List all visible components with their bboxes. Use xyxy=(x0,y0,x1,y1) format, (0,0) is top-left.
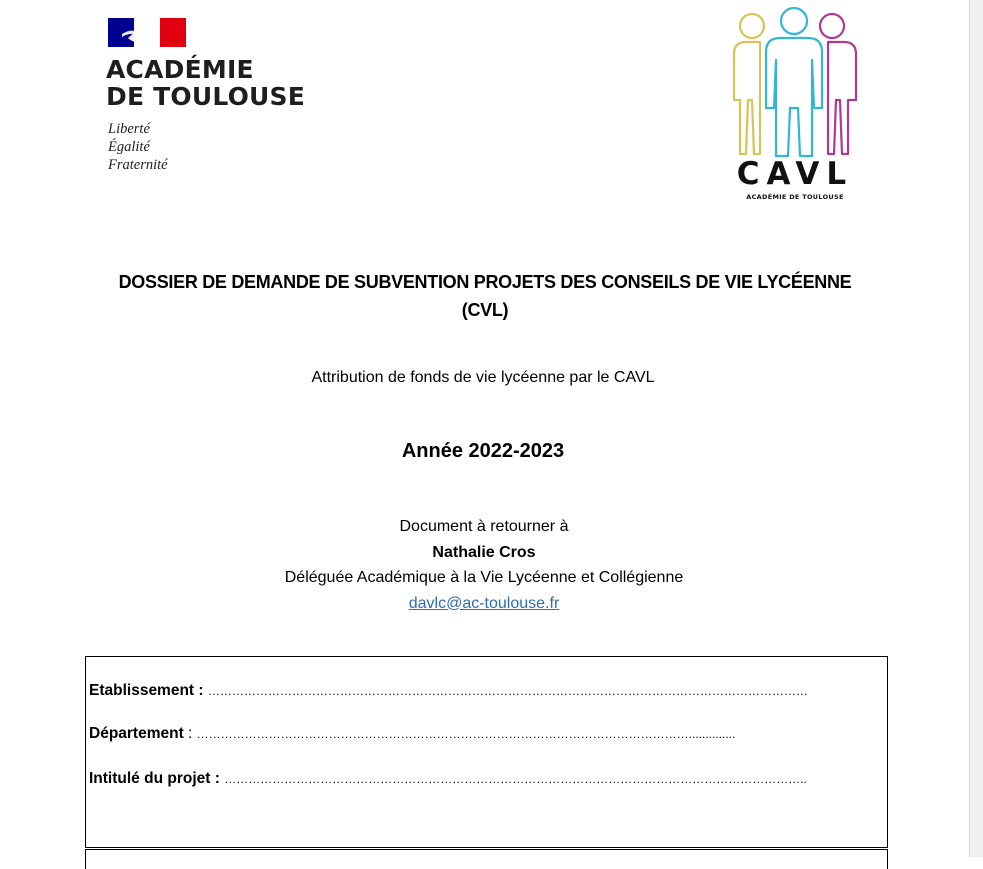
field-intitule[interactable] xyxy=(89,770,807,788)
field-etablissement[interactable] xyxy=(89,682,808,700)
title-line-2: (CVL) xyxy=(461,300,509,320)
field-etablissement-dots[interactable]: …………………………………………………………………………………………………………………………………… xyxy=(207,684,808,698)
cavl-people-icon xyxy=(728,4,862,160)
contact-name: Nathalie Cros xyxy=(432,543,536,561)
academie-line-2: DE TOULOUSE xyxy=(106,82,306,111)
academie-name xyxy=(106,56,305,110)
cavl-logo-text: CAVL xyxy=(736,156,854,192)
motto-fraternite: Fraternité xyxy=(108,157,168,173)
school-year: Année 2022-2023 xyxy=(401,440,565,462)
title-line-1: DOSSIER DE DEMANDE DE SUBVENTION PROJETS DES CONSEILS DE VIE LYCÉENNE xyxy=(118,272,852,292)
motto-egalite: Égalité xyxy=(108,139,150,155)
republic-motto xyxy=(108,120,168,174)
field-departement[interactable] xyxy=(89,725,735,743)
contact-role: Déléguée Académique à la Vie Lycéenne et Collégienne xyxy=(284,569,684,586)
field-departement-label: Département xyxy=(89,725,184,742)
field-departement-separator: : xyxy=(183,725,197,742)
field-intitule-dots[interactable]: ……………………………………………………………………………………………………………………………….. xyxy=(224,772,807,786)
subtitle: Attribution de fonds de vie lycéenne par le CAVL xyxy=(311,369,655,386)
motto-liberte: Liberté xyxy=(108,121,150,137)
field-etablissement-label: Etablissement : xyxy=(89,682,204,699)
cavl-logo-subtitle: ACADÉMIE DE TOULOUSE xyxy=(746,193,844,201)
document-title xyxy=(88,268,882,324)
marianne-flag-logo xyxy=(108,18,186,47)
contact-email-link[interactable]: davlc@ac-toulouse.fr xyxy=(408,594,560,612)
academie-line-1: ACADÉMIE xyxy=(106,55,254,84)
return-intro: Document à retourner à xyxy=(399,518,569,535)
next-section-box xyxy=(85,849,888,869)
page-edge xyxy=(969,0,983,857)
field-intitule-label: Intitulé du projet : xyxy=(89,770,220,787)
field-departement-dots[interactable]: …………………………………………………………………………………………………………….............. xyxy=(196,727,736,741)
return-address-block xyxy=(0,514,968,616)
